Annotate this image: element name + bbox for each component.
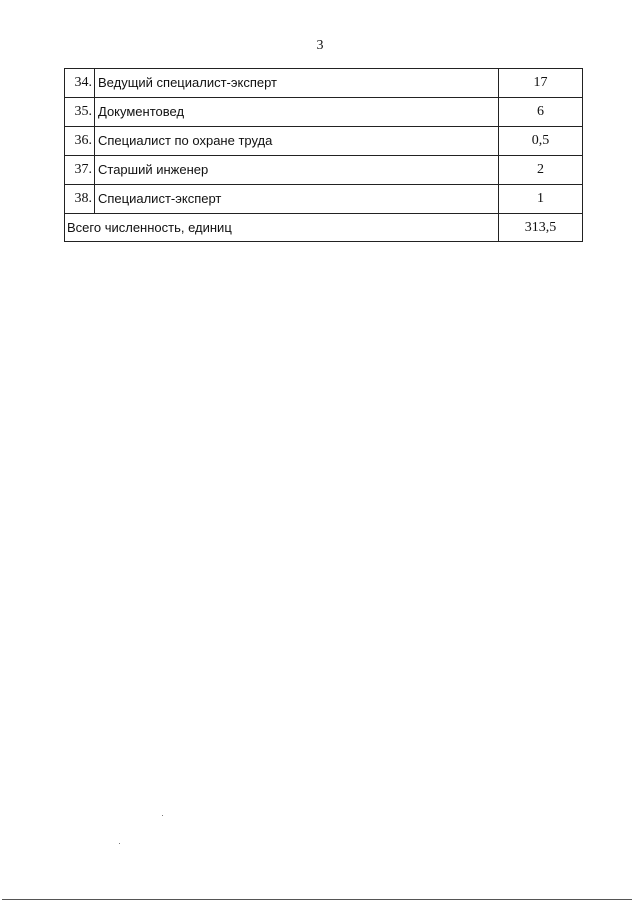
position-name: Специалист по охране труда	[95, 127, 499, 156]
row-number: 37.	[65, 156, 95, 185]
position-name: Документовед	[95, 98, 499, 127]
scan-edge-line	[2, 899, 632, 900]
total-row	[65, 214, 583, 242]
row-number: 35.	[65, 98, 95, 127]
table-row	[65, 69, 583, 98]
row-number: 34.	[65, 69, 95, 98]
staff-count: 6	[499, 98, 583, 127]
table-row	[65, 185, 583, 214]
position-name: Старший инженер	[95, 156, 499, 185]
staff-count: 17	[499, 69, 583, 98]
staff-table	[64, 68, 583, 242]
scan-speck	[162, 815, 163, 816]
row-number: 36.	[65, 127, 95, 156]
row-number: 38.	[65, 185, 95, 214]
staff-count: 1	[499, 185, 583, 214]
position-name: Ведущий специалист-эксперт	[95, 69, 499, 98]
table-row	[65, 127, 583, 156]
total-label: Всего численность, единиц	[65, 214, 499, 242]
staff-count: 2	[499, 156, 583, 185]
staff-count: 0,5	[499, 127, 583, 156]
page-number: 3	[316, 38, 324, 53]
total-value: 313,5	[499, 214, 583, 242]
table-row	[65, 98, 583, 127]
scan-speck	[119, 843, 120, 844]
table-row	[65, 156, 583, 185]
position-name: Специалист-эксперт	[95, 185, 499, 214]
